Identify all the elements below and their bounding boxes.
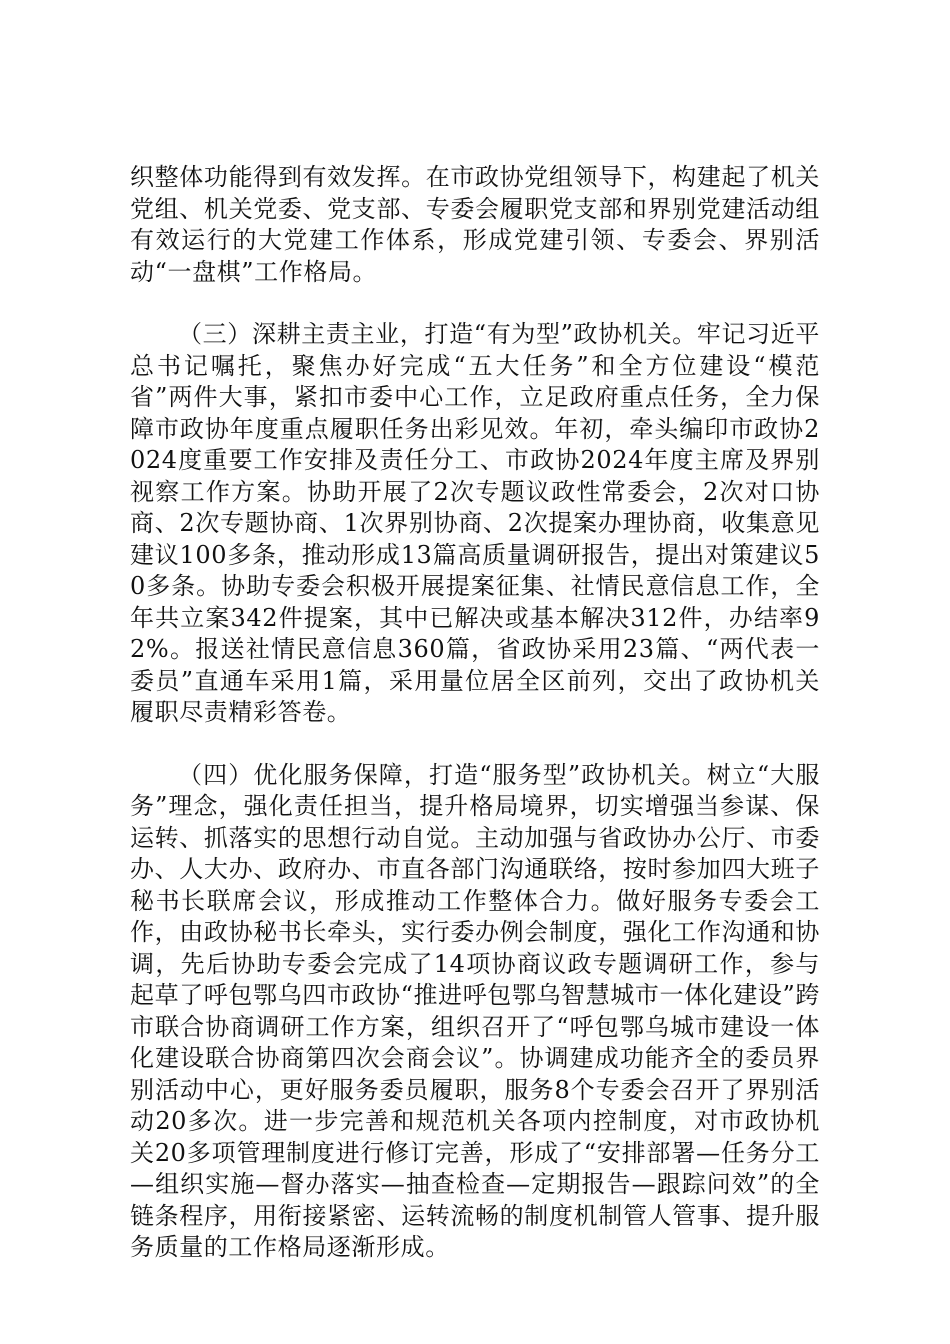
paragraph-section-three: （三）深耕主责主业，打造“有为型”政协机关。牢记习近平总书记嘱托，聚焦办好完成“五大任务”和全方位建设“模范省”两件大事，紧扣市委中心工作，立足政府重点任务，全力保障市政协年度重点履职任务出彩见效。年初，牵头编印市政协2024度重要工作安排及责任分工、市政协2024年度主席及界别视察工作方案。协助开展了2次专题议政性常委会，2次对口协商、2次专题协商、1次界别协商、2次提案办理协商，收集意见建议100多条，推动形成13篇高质量调研报告，提出对策建议50多条。协助专委会积极开展提案征集、社情民意信息工作，全年共立案342件提案，其中已解决或基本解决312件，办结率92%。报送社情民意信息360篇，省政协采用23篇、“两代表一委员”直通车采用1篇，采用量位居全区前列，交出了政协机关履职尽责精彩答卷。 [130, 320, 820, 726]
paragraph-section-four: （四）优化服务保障，打造“服务型”政协机关。树立“大服务”理念，强化责任担当，提升格局境界，切实增强当参谋、保运转、抓落实的思想行动自觉。主动加强与省政协办公厅、市委办、人大办、政府办、市直各部门沟通联络，按时参加四大班子秘书长联席会议，形成推动工作整体合力。做好服务专委会工作，由政协秘书长牵头，实行委办例会制度，强化工作沟通和协调，先后协助专委会完成了14项协商议政专题调研工作，参与起草了呼包鄂乌四市政协“推进呼包鄂乌智慧城市一体化建设”跨市联合协商调研工作方案，组织召开了“呼包鄂乌城市建设一体化建设联合协商第四次会商会议”。协调建成功能齐全的委员界别活动中心，更好服务委员履职，服务8个专委会召开了界别活动20多次。进一步完善和规范机关各项内控制度，对市政协机关20多项管理制度进行修订完善，形成了“安排部署—任务分工—组织实施—督办落实—抽查检查—定期报告—跟踪问效”的全链条程序，用衔接紧密、运转流畅的制度机制管人管事、提升服务质量的工作格局逐渐形成。 [130, 760, 820, 1261]
document-body [130, 162, 820, 1295]
paragraph-continuation: 织整体功能得到有效发挥。在市政协党组领导下，构建起了机关党组、机关党委、党支部、专委会履职党支部和界别党建活动组有效运行的大党建工作体系，形成党建引领、专委会、界别活动“一盘棋”工作格局。 [130, 163, 820, 286]
